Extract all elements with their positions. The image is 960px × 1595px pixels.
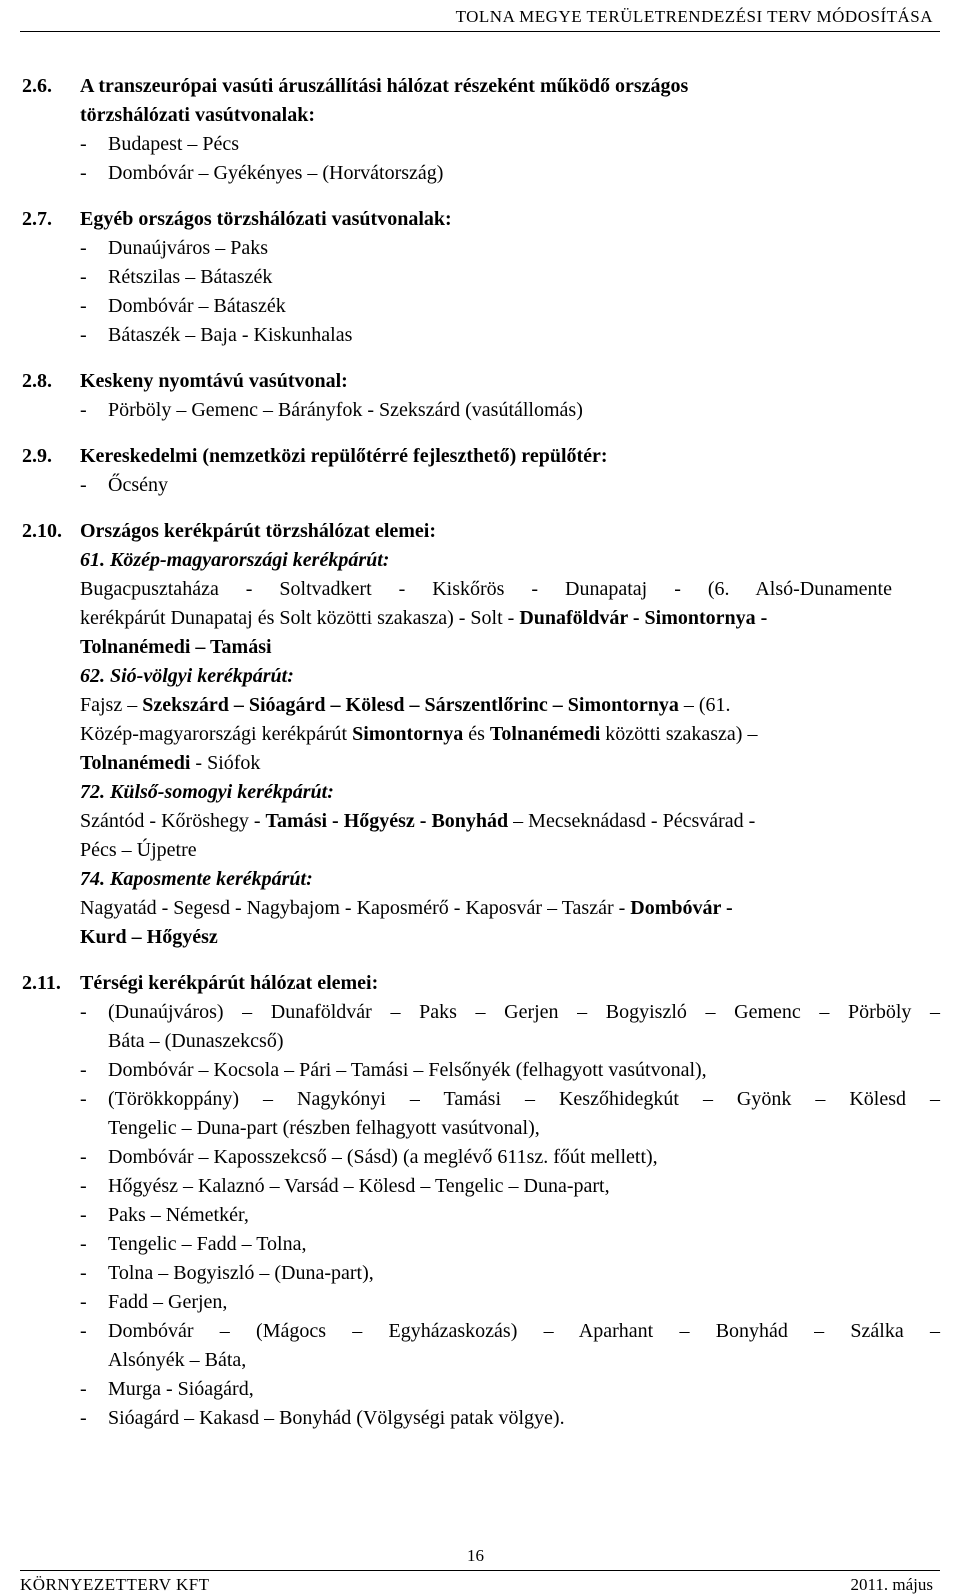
section-title: Kereskedelmi (nemzetközi repülőtérré fejleszthető) repülőtér: [80,445,608,467]
list-item: - Murga - Sióagárd, [0,1375,960,1404]
list-item-text: Sióagárd – Kakasd – Bonyhád (Völgységi patak völgye). [108,1407,565,1429]
route-62-text [0,720,960,749]
list-item-text: Hőgyész – Kalaznó – Varsád – Kölesd – Tengelic – Duna-part, [108,1175,610,1197]
route-line-bold: Szekszárd – Sióagárd – Kölesd – Sárszentlőrinc – Simontornya [142,694,679,716]
list-item-text: Budapest – Pécs [108,133,240,155]
list-item: - Dombóvár – (Mágocs – Egyházaskozás) – Aparhant – Bonyhád – Szálka – [0,1317,960,1346]
route-line: Bugacpusztaháza - Soltvadkert - Kiskőrös - Dunapataj - (6. Alsó-Dunamente [80,578,892,600]
header-title: TOLNA MEGYE TERÜLETRENDEZÉSI TERV MÓDOSÍTÁSA [455,7,933,26]
route-line-bold: Tolnanémedi [489,723,601,745]
route-line-bold: Kurd – Hőgyész [80,926,218,948]
route-text [80,575,892,604]
list-item-cont [0,1346,960,1375]
route-61-text [0,633,960,662]
section-number: 2.11. [22,972,61,994]
section-title: Térségi kerékpárút hálózat elemei: [80,972,379,994]
section-2-8-heading [0,367,960,396]
route-74-heading [0,865,960,894]
route-title: 72. Külső-somogyi kerékpárút: [80,781,334,803]
document-body [0,72,960,1433]
list-item-text [108,1085,940,1114]
list-item-text: Pörböly – Gemenc – Bárányfok - Szekszárd (vasútállomás) [108,399,583,421]
list-item-cont [0,1114,960,1143]
section-title: Egyéb országos törzshálózati vasútvonalak: [80,208,452,230]
list-item-line: Dombóvár – (Mágocs – Egyházaskozás) – Aparhant – Bonyhád – Szálka – [108,1320,940,1342]
footer-date: 2011. május [850,1575,933,1594]
list-item-text: Paks – Németkér, [108,1204,249,1226]
list-item: - Őcsény [0,471,960,500]
route-61-text [0,604,960,633]
list-item-text [108,1317,940,1346]
list-item: - Hőgyész – Kalaznó – Varsád – Kölesd – Tengelic – Duna-part, [0,1172,960,1201]
route-title: 61. Közép-magyarországi kerékpárút: [80,549,390,571]
route-61-text [0,575,960,604]
list-item: - Dombóvár – Gyékényes – (Horvátország) [0,159,960,188]
route-72-text [0,807,960,836]
list-item-text: Alsónyék – Báta, [108,1349,247,1371]
section-2-6-heading [0,72,960,101]
page-header [20,3,940,32]
route-text [80,604,767,633]
list-item: - Fadd – Gerjen, [0,1288,960,1317]
section-title: törzshálózati vasútvonalak: [80,104,315,126]
route-line-bold: Tamási - Hőgyész - Bonyhád [265,810,509,832]
list-item: - Dombóvár – Bátaszék [0,292,960,321]
list-item: - (Törökkoppány) – Nagykónyi – Tamási – Keszőhidegkút – Gyönk – Kölesd – [0,1085,960,1114]
list-item: - Bátaszék – Baja - Kiskunhalas [0,321,960,350]
route-line: - Siófok [190,752,261,774]
list-item-text: Bátaszék – Baja - Kiskunhalas [108,324,353,346]
list-item-text: Tengelic – Duna-part (részben felhagyott vasútvonal), [108,1117,540,1139]
route-line-bold: Dunaföldvár - Simontornya - [519,607,768,629]
route-text [80,807,755,836]
route-72-text [0,836,960,865]
section-2-10-heading [0,517,960,546]
list-item: - Dombóvár – Kaposszekcső – (Sásd) (a meglévő 611sz. főút mellett), [0,1143,960,1172]
list-item: - Rétszilas – Bátaszék [0,263,960,292]
route-line: közötti szakasza) – [600,723,758,745]
list-item-text: Dombóvár – Kocsola – Pári – Tamási – Felsőnyék (felhagyott vasútvonal), [108,1059,707,1081]
page-number: 16 [467,1546,484,1565]
route-line-bold: Simontornya [352,723,464,745]
section-number: 2.9. [22,445,52,467]
route-line: kerékpárút Dunapataj és Solt közötti szakasza) - Solt - [80,607,520,629]
section-title: Keskeny nyomtávú vasútvonal: [80,370,348,392]
route-text [80,894,733,923]
route-title: 74. Kaposmente kerékpárút: [80,868,313,890]
section-2-11-heading [0,969,960,998]
list-item: - Budapest – Pécs [0,130,960,159]
footer-divider [20,1570,940,1571]
section-number: 2.6. [22,75,52,97]
list-item-text: Dombóvár – Gyékényes – (Horvátország) [108,162,444,184]
list-item-text: Murga - Sióagárd, [108,1378,254,1400]
list-item: - Dombóvár – Kocsola – Pári – Tamási – Felsőnyék (felhagyott vasútvonal), [0,1056,960,1085]
route-title: 62. Sió-völgyi kerékpárút: [80,665,294,687]
list-item: - Pörböly – Gemenc – Bárányfok - Szekszárd (vasútállomás) [0,396,960,425]
route-line: Közép-magyarországi kerékpárút [80,723,353,745]
list-item-text: Fadd – Gerjen, [108,1291,228,1313]
route-62-heading [0,662,960,691]
section-title-cont [0,101,960,130]
section-title: Országos kerékpárút törzshálózat elemei: [80,520,437,542]
list-item-line: (Törökkoppány) – Nagykónyi – Tamási – Keszőhidegkút – Gyönk – Kölesd – [108,1088,940,1110]
route-line-bold: Tolnanémedi – Tamási [80,636,272,658]
list-item-line: (Dunaújváros) – Dunaföldvár – Paks – Gerjen – Bogyiszló – Gemenc – Pörböly – [108,1001,940,1023]
list-item-text [108,998,940,1027]
route-text [80,749,260,778]
list-item-text: Dombóvár – Bátaszék [108,295,286,317]
list-item-text: Dunaújváros – Paks [108,237,268,259]
route-text [80,691,731,720]
route-72-heading [0,778,960,807]
list-item: - (Dunaújváros) – Dunaföldvár – Paks – Gerjen – Bogyiszló – Gemenc – Pörböly – [0,998,960,1027]
list-item-text: Tolna – Bogyiszló – (Duna-part), [108,1262,374,1284]
route-text [80,720,757,749]
section-number: 2.10. [22,520,62,542]
list-item-text: Dombóvár – Kaposszekcső – (Sásd) (a meglévő 611sz. főút mellett), [108,1146,658,1168]
section-title: A transzeurópai vasúti áruszállítási hálózat részeként működő országos [80,75,689,97]
route-line: Nagyatád - Segesd - Nagybajom - Kaposmérő - Kaposvár – Taszár - [80,897,631,919]
list-item: - Dunaújváros – Paks [0,234,960,263]
page-footer [20,1546,940,1594]
route-line: és [463,723,490,745]
route-62-text [0,691,960,720]
route-line: – Mecseknádasd - Pécsvárad - [508,810,756,832]
route-61-heading [0,546,960,575]
route-74-text [0,894,960,923]
route-62-text [0,749,960,778]
section-number: 2.8. [22,370,52,392]
list-item-text: Őcsény [108,474,168,496]
route-line: Pécs – Újpetre [80,839,197,861]
route-line: Szántód - Kőröshegy - [80,810,266,832]
section-2-9-heading [0,442,960,471]
list-item: - Sióagárd – Kakasd – Bonyhád (Völgységi patak völgye). [0,1404,960,1433]
list-item: - Tolna – Bogyiszló – (Duna-part), [0,1259,960,1288]
route-line-bold: Tolnanémedi [80,752,191,774]
section-2-7-heading [0,205,960,234]
list-item-text: Rétszilas – Bátaszék [108,266,273,288]
list-item-text: Tengelic – Fadd – Tolna, [108,1233,307,1255]
list-item-cont [0,1027,960,1056]
section-number: 2.7. [22,208,52,230]
footer-company: KÖRNYEZETTERV KFT [20,1575,210,1594]
list-item: - Paks – Németkér, [0,1201,960,1230]
list-item-text: Báta – (Dunaszekcső) [108,1030,284,1052]
route-line: – (61. [678,694,731,716]
route-line: Fajsz – [80,694,143,716]
route-line-bold: Dombóvár - [630,897,733,919]
list-item: - Tengelic – Fadd – Tolna, [0,1230,960,1259]
route-74-text [0,923,960,952]
